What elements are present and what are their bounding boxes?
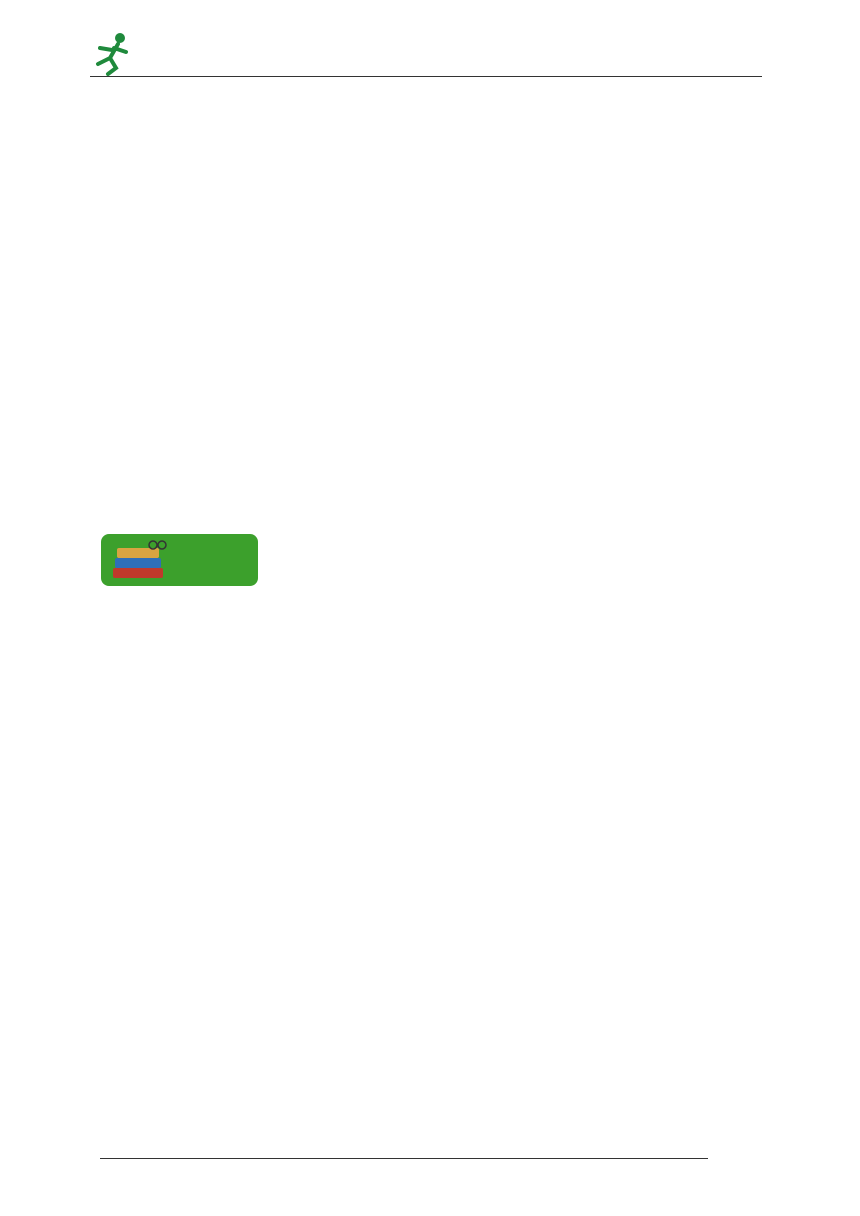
watermark	[120, 300, 820, 900]
knowledge-badge	[101, 534, 258, 586]
logo	[90, 30, 290, 78]
books-icon	[109, 538, 171, 584]
page-header	[90, 30, 762, 80]
footer-divider	[100, 1158, 708, 1159]
runner-icon	[90, 30, 138, 76]
header-divider	[90, 76, 762, 77]
